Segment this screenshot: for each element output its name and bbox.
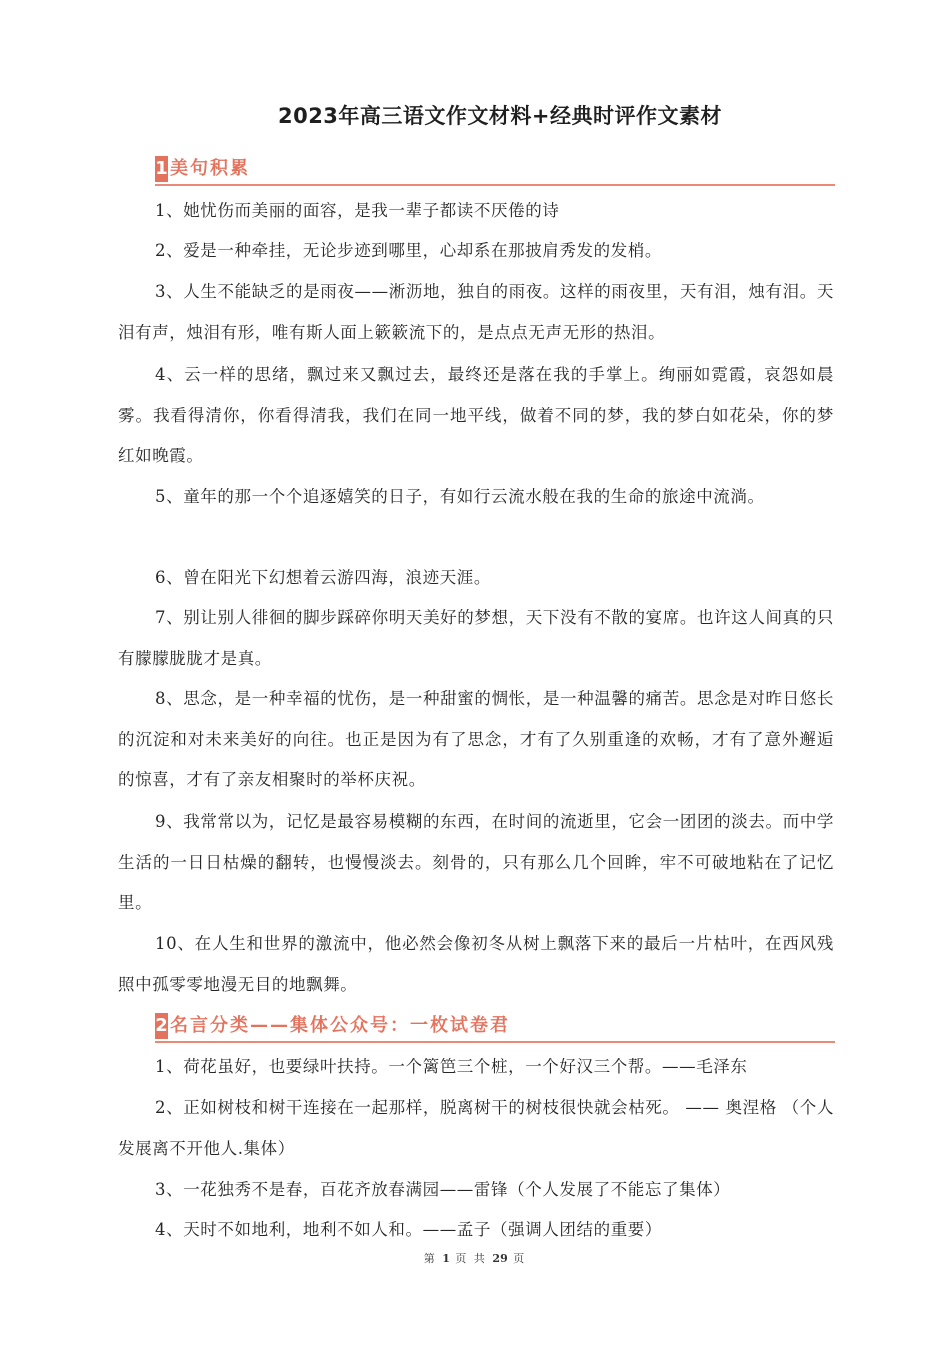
- section-number-badge: 2: [155, 1013, 168, 1039]
- sentence-item-8: 8、思念，是一种幸福的忧伤，是一种甜蜜的惆怅，是一种温馨的痛苦。思念是对昨日悠长的沉淀和对未来美好的向往。也正是因为有了思念，才有了久别重逢的欢畅，才有了意外邂逅的惊喜，才有了亲友相聚时的举杯庆祝。: [118, 689, 834, 789]
- section-heading-1: [155, 154, 835, 186]
- footer-suffix: 页: [513, 1252, 527, 1265]
- footer-middle: 页 共: [455, 1252, 487, 1265]
- sentence-item-2: 2、爱是一种牵挂，无论步迹到哪里，心却系在那披肩秀发的发梢。: [155, 241, 662, 260]
- quote-item-1: 1、荷花虽好，也要绿叶扶持。一个篱笆三个桩，一个好汉三个帮。——毛泽东: [155, 1057, 748, 1076]
- section-heading-label: 美句积累: [170, 158, 250, 179]
- quote-item-2: 2、正如树枝和树干连接在一起那样，脱离树干的树枝很快就会枯死。 —— 奥涅格 （个人发展离不开他人.集体）: [118, 1098, 834, 1158]
- quote-item-4: 4、天时不如地利，地利不如人和。——孟子（强调人团结的重要）: [155, 1220, 662, 1239]
- sentence-item-10: 10、在人生和世界的激流中，他必然会像初冬从树上飘落下来的最后一片枯叶，在西风残照中孤零零地漫无目的地飘舞。: [118, 934, 834, 994]
- quote-item-3: 3、一花独秀不是春，百花齐放春满园——雷锋（个人发展了不能忘了集体）: [155, 1180, 731, 1199]
- section-number-badge: 1: [155, 156, 168, 182]
- document-title: 2023年高三语文作文材料+经典时评作文素材: [277, 104, 723, 128]
- section-heading-2: [155, 1011, 835, 1043]
- footer-page-number: 1: [442, 1252, 450, 1265]
- footer-prefix: 第: [423, 1252, 437, 1265]
- section-heading-label: 名言分类——集体公众号：一枚试卷君: [170, 1015, 510, 1036]
- footer-total-pages: 29: [492, 1252, 508, 1265]
- sentence-item-7: 7、别让别人徘徊的脚步踩碎你明天美好的梦想，天下没有不散的宴席。也许这人间真的只有朦朦胧胧才是真。: [118, 608, 834, 668]
- sentence-item-4: 4、云一样的思绪，飘过来又飘过去，最终还是落在我的手掌上。绚丽如霓霞，哀怨如晨雾。我看得清你，你看得清我，我们在同一地平线，做着不同的梦，我的梦白如花朵，你的梦红如晚霞。: [118, 365, 834, 465]
- sentence-item-1: 1、她忧伤而美丽的面容，是我一辈子都读不厌倦的诗: [155, 201, 560, 220]
- sentence-item-6: 6、曾在阳光下幻想着云游四海，浪迹天涯。: [155, 568, 491, 587]
- page-footer: [0, 1250, 950, 1266]
- sentence-item-9: 9、我常常以为，记忆是最容易模糊的东西，在时间的流逝里，它会一团团的淡去。而中学生活的一日日枯燥的翻转，也慢慢淡去。刻骨的，只有那么几个回眸，牢不可破地粘在了记忆里。: [118, 812, 834, 912]
- sentence-item-5: 5、童年的那一个个追逐嬉笑的日子，有如行云流水般在我的生命的旅途中流淌。: [155, 487, 765, 506]
- sentence-item-3: 3、人生不能缺乏的是雨夜——淅沥地，独自的雨夜。这样的雨夜里，天有泪，烛有泪。天泪有声，烛泪有形，唯有斯人面上簌簌流下的，是点点无声无形的热泪。: [118, 282, 834, 342]
